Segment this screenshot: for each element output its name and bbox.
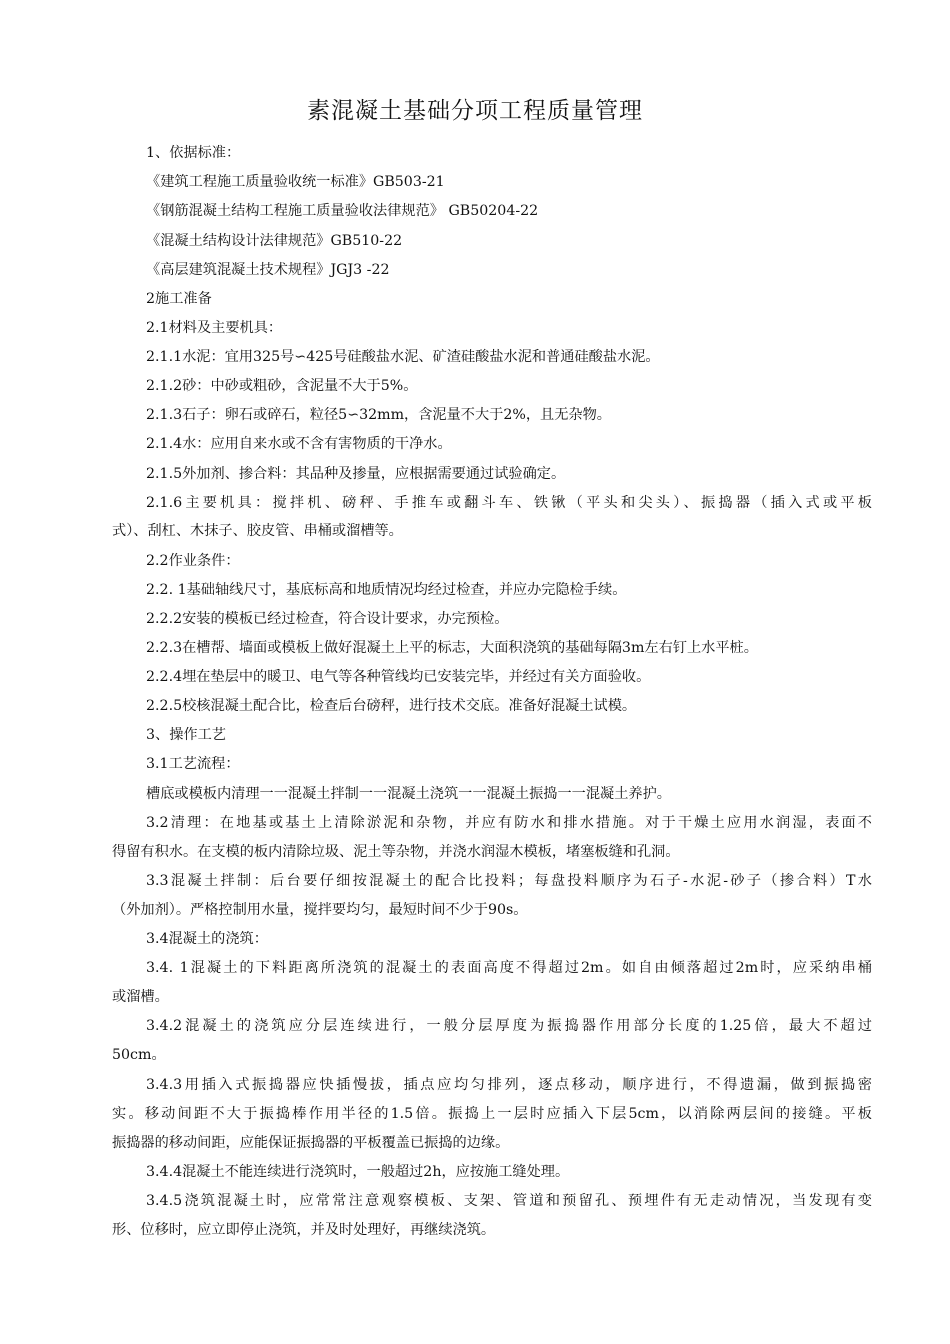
paragraph-line: 或溜槽。 (112, 989, 169, 1005)
paragraph-line: 2.1.1水泥：宜用325号∽425号硅酸盐水泥、矿渣硅酸盐水泥和普通硅酸盐水泥。 (146, 349, 660, 365)
document-title: 素混凝土基础分项工程质量管理 (307, 98, 643, 124)
paragraph-line: 《建筑工程施工质量验收统一标准》GB503-21 (146, 174, 445, 190)
paragraph-line: 形、位移时，应立即停止浇筑，并及时处理好，再继续浇筑。 (112, 1222, 496, 1238)
paragraph-line: 3.4混凝土的浇筑： (146, 931, 268, 947)
paragraph-line: 50cm。 (112, 1047, 166, 1063)
paragraph-line: 《高层建筑混凝土技术规程》JGJ3 -22 (146, 262, 390, 278)
paragraph-line: 《混凝土结构设计法律规范》GB510-22 (146, 233, 403, 249)
paragraph-line: 式）、刮杠、木抹子、胶皮管、串桶或溜槽等。 (112, 523, 403, 539)
paragraph-line: 槽底或模板内清理一一混凝土拌制一一混凝土浇筑一一混凝土振捣一一混凝土养护。 (146, 786, 671, 802)
paragraph-line: 3.4.2混凝土的浇筑应分层连续进行，一般分层厚度为振捣器作用部分长度的1.25倍，最大不超过 (146, 1018, 872, 1034)
paragraph-line: 3.1工艺流程： (146, 756, 240, 772)
paragraph-line: 1、依据标准： (146, 145, 241, 161)
paragraph-line: 2.1材料及主要机具： (146, 320, 283, 336)
paragraph-line: 3.4.4混凝土不能连续进行浇筑时，一般超过2h，应按施工缝处理。 (146, 1164, 570, 1180)
paragraph-line: 实。移动间距不大于振捣棒作用半径的1.5倍。振捣上一层时应插入下层5cm，以消除两层间的接缝。平板 (112, 1106, 872, 1122)
paragraph-line: 3、操作工艺 (146, 727, 226, 743)
paragraph-line: 2.2.2安装的模板已经过检查，符合设计要求，办完预检。 (146, 611, 509, 627)
paragraph-line: 3.3混凝土拌制：后台要仔细按混凝土的配合比投料；每盘投料顺序为石子-水泥-砂子（掺合料）T水 (146, 873, 872, 889)
paragraph-line: 2.2.4埋在垫层中的暖卫、电气等各种管线均已安装完毕，并经过有关方面验收。 (146, 669, 651, 685)
paragraph-line: 2.1.2砂：中砂或粗砂，含泥量不大于5%。 (146, 378, 418, 394)
paragraph-line: 2.1.4水：应用自来水或不含有害物质的干净水。 (146, 436, 452, 452)
paragraph-line: 2.1.6主要机具：搅拌机、磅秤、手推车或翻斗车、铁锹（平头和尖头）、振捣器（插入式或平板 (146, 495, 872, 511)
paragraph-line: 2.2.3在槽帮、墙面或模板上做好混凝土上平的标志，大面积浇筑的基础每隔3m左右钉上水平桩。 (146, 640, 758, 656)
paragraph-line: 2施工准备 (146, 291, 212, 307)
paragraph-line: 3.4.5浇筑混凝土时，应常常注意观察模板、支架、管道和预留孔、预埋件有无走动情况，当发现有变 (146, 1193, 872, 1209)
paragraph-line: 得留有积水。在支模的板内清除垃圾、泥土等杂物，并浇水润湿木模板，堵塞板缝和孔洞。 (112, 844, 680, 860)
paragraph-line: 《钢筋混凝土结构工程施工质量验收法律规范》 GB50204-22 (146, 203, 539, 219)
paragraph-line: 振捣器的移动间距，应能保证振捣器的平板覆盖已振捣的边缘。 (112, 1135, 510, 1151)
paragraph-line: 3.2清理：在地基或基土上清除淤泥和杂物，并应有防水和排水措施。对于干燥土应用水润湿，表面不 (146, 815, 872, 831)
paragraph-line: 2.1.3石子：卵石或碎石，粒径5∽32mm，含泥量不大于2%，且无杂物。 (146, 407, 611, 423)
paragraph-line: 3.4.3用插入式振捣器应快插慢拔，插点应均匀排列，逐点移动，顺序进行，不得遗漏，做到振捣密 (146, 1077, 872, 1093)
paragraph-line: 3.4. 1混凝土的下料距离所浇筑的混凝土的表面高度不得超过2m。如自由倾落超过2m时，应采纳串桶 (146, 960, 872, 976)
paragraph-line: 2.2.5校核混凝土配合比，检查后台磅秤，进行技术交底。准备好混凝土试模。 (146, 698, 637, 714)
paragraph-line: 2.1.5外加剂、掺合料：其品种及掺量，应根据需要通过试验确定。 (146, 466, 566, 482)
paragraph-line: （外加剂）。严格控制用水量，搅拌要均匀，最短时间不少于90s。 (112, 902, 528, 918)
paragraph-line: 2.2作业条件： (146, 553, 240, 569)
paragraph-line: 2.2. 1基础轴线尺寸，基底标高和地质情况均经过检查，并应办完隐检手续。 (146, 582, 627, 598)
